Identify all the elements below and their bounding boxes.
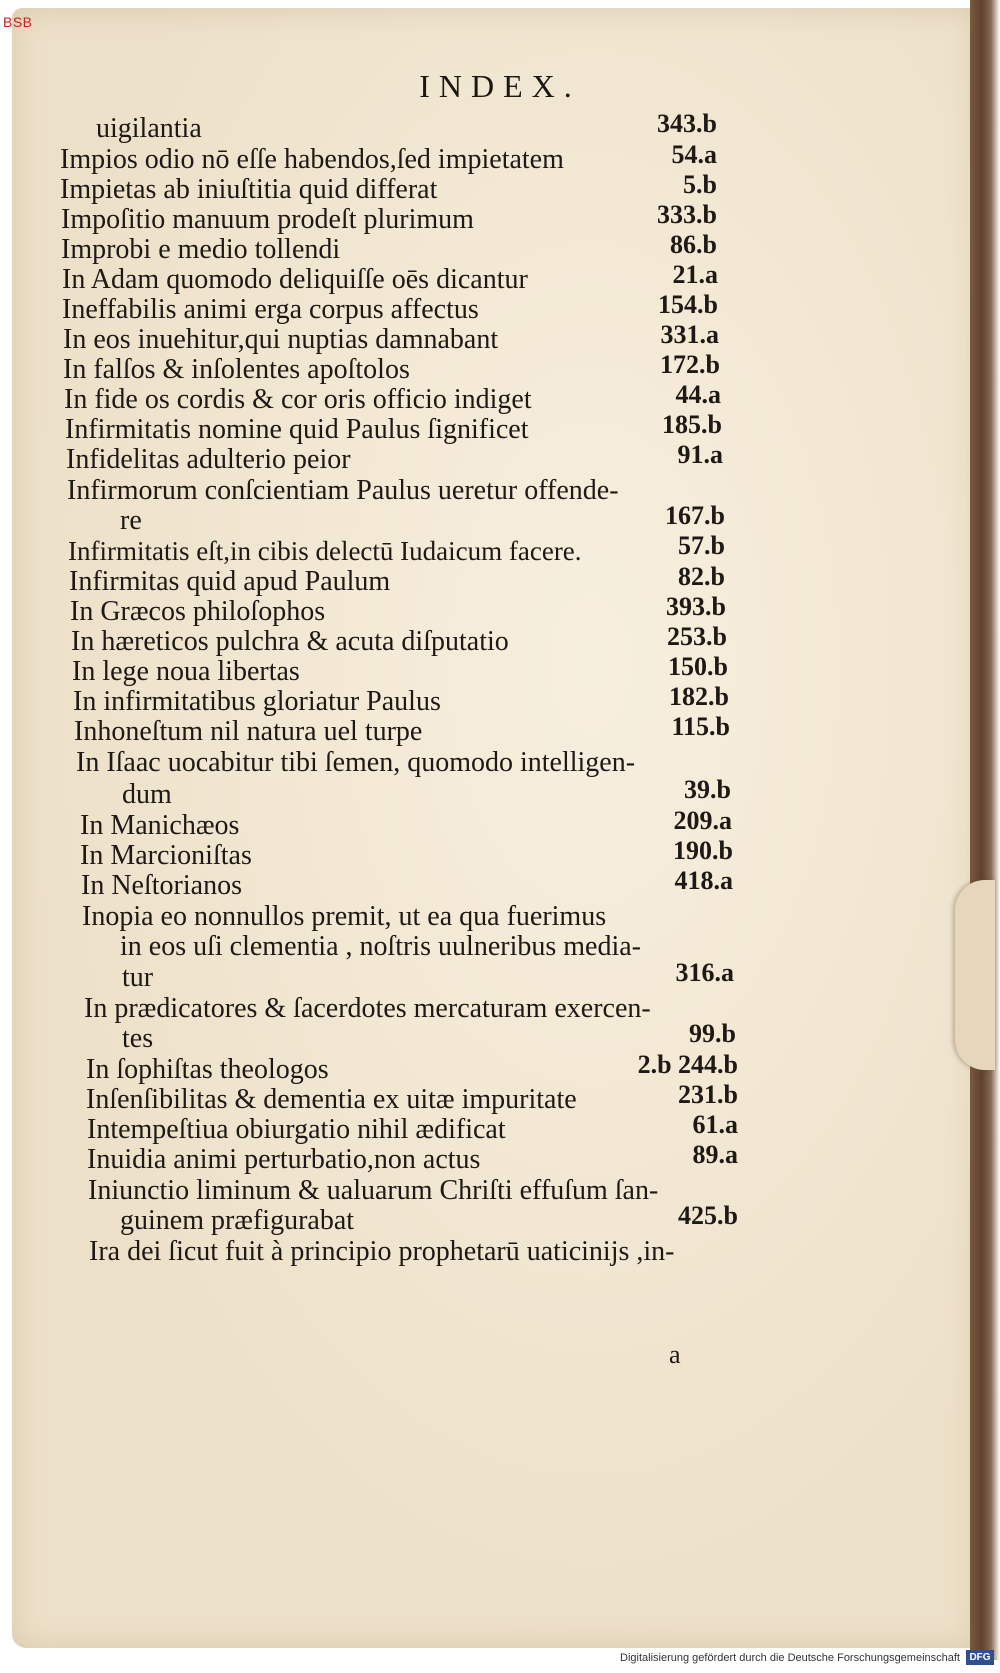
index-entry: Ira dei ſicut fuit à principio prophetarū uaticinijs ,in- xyxy=(89,1236,675,1267)
page-reference: 333.b xyxy=(657,200,717,229)
page-reference: 418.a xyxy=(674,866,733,895)
index-entry: Infirmitatis nomine quid Paulus ſignificet xyxy=(65,414,529,445)
page-reference: 150.b xyxy=(668,652,728,681)
page-reference: 172.b xyxy=(660,350,720,379)
running-head: INDEX. xyxy=(419,68,581,104)
page-reference: 190.b xyxy=(673,836,733,865)
index-entry: tur xyxy=(122,962,154,993)
index-entry: in eos uſi clementia , noſtris uulneribus media- xyxy=(120,931,641,962)
index-entry: In hæreticos pulchra & acuta diſputatio xyxy=(71,626,509,657)
index-entry: Improbi e medio tollendi xyxy=(61,234,341,265)
index-entry: Infidelitas adulterio peior xyxy=(66,444,351,475)
index-entry: Infirmorum conſcientiam Paulus ueretur offende- xyxy=(67,475,619,506)
index-entry: Ineffabilis animi erga corpus affectus xyxy=(62,294,479,325)
page-reference: 316.a xyxy=(675,958,734,987)
page-reference: 209.a xyxy=(673,806,732,835)
page-reference: 86.b xyxy=(670,230,717,259)
index-entry: Infirmitatis eſt,in cibis delectū Iudaicum facere. xyxy=(68,536,582,566)
index-entry: Iniunctio liminum & ualuarum Chriſti effuſum ſan- xyxy=(88,1175,659,1206)
page-reference: 343.b xyxy=(657,109,717,138)
page-reference: 185.b xyxy=(662,410,722,439)
page-reference: 99.b xyxy=(689,1019,736,1048)
page-reference: 167.b xyxy=(665,501,725,530)
library-badge: BSB xyxy=(3,14,33,30)
page-reference: 5.b xyxy=(683,170,717,199)
index-entry: Intempeſtiua obiurgatio nihil ædificat xyxy=(87,1114,506,1145)
index-entry: In Adam quomodo deliquiſſe oēs dicantur xyxy=(62,264,528,295)
dfg-logo: DFG xyxy=(966,1650,994,1665)
page-reference: 425.b xyxy=(678,1201,738,1230)
index-entry: Impietas ab iniuſtitia quid differat xyxy=(60,174,438,205)
index-entry: Impoſitio manuum prodeſt plurimum xyxy=(61,204,474,235)
index-entry: In eos inuehitur,qui nuptias damnabant xyxy=(63,324,499,355)
page-reference: 115.b xyxy=(671,712,730,741)
index-entry: In Græcos philoſophos xyxy=(70,596,326,627)
index-entry: In fide os cordis & cor oris officio indiget xyxy=(64,384,532,415)
index-entry: dum xyxy=(122,779,172,810)
page-reference: 154.b xyxy=(658,290,718,319)
index-entry: Inſenſibilitas & dementia ex uitæ impuritate xyxy=(86,1084,577,1115)
page-reference: 253.b xyxy=(667,622,727,651)
index-entry: In Neſtorianos xyxy=(81,870,242,901)
index-entry: Inuidia animi perturbatio,non actus xyxy=(87,1144,481,1175)
page-reference: 2.b 244.b xyxy=(637,1050,738,1079)
page-reference: 54.a xyxy=(671,140,717,169)
page-reference: 82.b xyxy=(678,562,725,591)
page-reference: 57.b xyxy=(678,531,725,560)
catchword: a xyxy=(669,1340,681,1369)
page-reference: 44.a xyxy=(675,380,721,409)
index-entry: Infirmitas quid apud Paulum xyxy=(69,566,391,597)
index-entry: Inhoneſtum nil natura uel turpe xyxy=(74,716,423,747)
index-entry: guinem præfigurabat xyxy=(120,1205,355,1236)
index-entry: re xyxy=(120,505,142,536)
index-entry: In ſophiſtas theologos xyxy=(86,1054,329,1085)
page-reference: 231.b xyxy=(678,1080,738,1109)
page-reference: 89.a xyxy=(692,1140,738,1169)
page-reference: 21.a xyxy=(672,260,718,289)
page-reference: 91.a xyxy=(677,440,723,469)
index-entry: In prædicatores & ſacerdotes mercaturam exercen- xyxy=(84,993,651,1024)
page-reference: 39.b xyxy=(684,775,731,804)
page-reference: 393.b xyxy=(666,592,726,621)
index-entry: uigilantia xyxy=(96,113,202,144)
index-entry: In lege noua libertas xyxy=(72,656,300,687)
index-entry: Impios odio nō eſſe habendos,ſed impietatem xyxy=(60,144,564,175)
page-reference: 61.a xyxy=(692,1110,738,1139)
index-entry: In Marcioniſtas xyxy=(80,840,252,871)
footer-credit: Digitalisierung gefördert durch die Deutsche Forschungsgemeinschaft xyxy=(620,1652,960,1664)
index-entry: tes xyxy=(122,1023,154,1054)
page-reference: 182.b xyxy=(669,682,729,711)
index-entry: Inopia eo nonnullos premit, ut ea qua fuerimus xyxy=(82,901,607,932)
index-entry: In Manichæos xyxy=(80,810,240,841)
page-reference: 331.a xyxy=(660,320,719,349)
index-entry: In Iſaac uocabitur tibi ſemen, quomodo intelligen- xyxy=(76,747,636,778)
index-entry: In infirmitatibus gloriatur Paulus xyxy=(73,686,441,717)
index-entry: In falſos & inſolentes apoſtolos xyxy=(63,354,410,385)
